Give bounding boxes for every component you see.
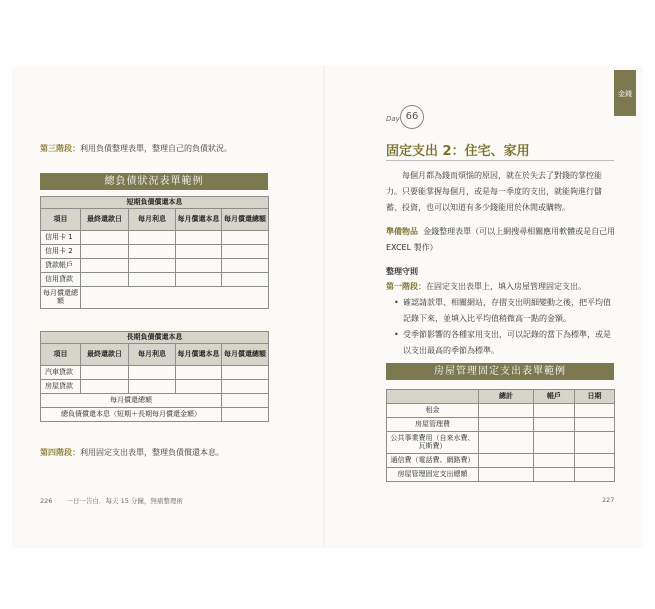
total-debt-label: 總負債償還本息（短期＋長期每月償還金額） — [41, 408, 222, 422]
col-header-item: 項目 — [41, 344, 81, 366]
table-row — [41, 394, 269, 408]
title-divider — [386, 160, 614, 161]
bullet-item — [394, 295, 616, 327]
table-row — [41, 366, 269, 380]
col-header-principal: 每月償還本息 — [176, 344, 222, 366]
row-label: 公共事業費用（自來水費、瓦斯費） — [387, 432, 479, 454]
col-header-interest: 每月利息 — [129, 209, 176, 231]
steps-heading: 整理守則 — [386, 267, 418, 276]
long-term-debt-table — [40, 331, 269, 422]
row-label: 房屋貸款 — [41, 380, 81, 394]
table-row — [387, 418, 615, 432]
bullet-text: 確認請款單、相關網站，存摺支出明細變動之後，把平均值記錄下來，並填入比平均值稍微高一點的金額。 — [403, 298, 611, 323]
prep-paragraph — [386, 224, 616, 256]
debt-table-title: 總負債狀況表單範例 — [40, 173, 268, 190]
housing-expense-table — [386, 389, 615, 482]
col-header-final-date: 最終還款日 — [81, 344, 129, 366]
row-label: 汽車貸款 — [41, 366, 81, 380]
row-label: 每月償還總額 — [41, 287, 81, 309]
bullet-dot-icon: • — [394, 298, 399, 307]
section-tab — [614, 70, 636, 116]
step1-text: 在固定支出表單上，填入房屋管理固定支出。 — [426, 282, 586, 291]
row-label: 貸款帳戶 — [41, 259, 81, 273]
short-term-section-header: 短期負債償還本息 — [41, 197, 269, 209]
right-page-number: 227 — [602, 496, 615, 504]
col-header-interest: 每月利息 — [129, 344, 176, 366]
stage4-line — [40, 447, 224, 458]
col-header-blank — [387, 390, 479, 404]
col-header-total: 總計 — [479, 390, 534, 404]
table-row — [41, 287, 269, 309]
row-label: 租金 — [387, 404, 479, 418]
total-monthly-label: 每月償還總額 — [41, 394, 222, 408]
section-tab-label: 金錢 — [618, 90, 632, 98]
row-label: 信用卡 1 — [41, 231, 81, 245]
table-row — [387, 404, 615, 418]
row-label: 房屋管理費 — [387, 418, 479, 432]
row-label: 房屋管理固定支出總額 — [387, 468, 479, 482]
housing-table-title: 房屋管理固定支出表單範例 — [386, 363, 614, 380]
bullet-text: 受季節影響的各種家用支出，可以記錄的當下為標準，或是以支出最高的季節為標準。 — [403, 330, 611, 355]
left-footer — [40, 496, 183, 505]
table-row — [387, 454, 615, 468]
col-header-principal: 每月償還本息 — [176, 209, 222, 231]
bullet-item — [394, 327, 616, 359]
table-row — [41, 408, 269, 422]
table-row — [41, 245, 269, 259]
stage3-label: 第三階段： — [40, 144, 80, 153]
row-label: 信用卡 2 — [41, 245, 81, 259]
col-header-total: 每月償還總額 — [222, 344, 269, 366]
day-number-badge: 66 — [400, 105, 424, 129]
table-row — [41, 273, 269, 287]
table-row — [387, 432, 615, 454]
book-spine — [323, 66, 325, 548]
short-term-debt-table — [40, 196, 269, 309]
chapter-title: 固定支出 2：住宅、家用 — [386, 144, 530, 159]
row-label: 信用貸款 — [41, 273, 81, 287]
col-header-date: 日期 — [575, 390, 615, 404]
intro-paragraph: 每個月都為錢而煩惱的原因，就在於失去了對錢的掌控能力。只要能掌握每個月，或是每一季度的支出，就能夠進行儲蓄、投資，也可以知道有多少錢能用於休閒或購物。 — [386, 171, 602, 212]
long-term-section-header: 長期負債償還本息 — [41, 332, 269, 344]
prep-label: 準備物品 — [386, 227, 418, 236]
stage3-line — [40, 143, 232, 154]
left-page-number: 226 — [40, 497, 53, 505]
table-row — [387, 468, 615, 482]
day-label: Day — [386, 115, 400, 123]
stage4-text: 利用固定支出表單，整理負債償還本息。 — [80, 448, 224, 457]
col-header-account: 帳戶 — [534, 390, 575, 404]
row-label: 通信費（電話費、網路費） — [387, 454, 479, 468]
table-row — [41, 259, 269, 273]
col-header-item: 項目 — [41, 209, 81, 231]
col-header-total: 每月償還總額 — [222, 209, 269, 231]
step1-label: 第一階段： — [386, 282, 426, 291]
col-header-final-date: 最終還款日 — [81, 209, 129, 231]
bullet-dot-icon: • — [394, 330, 399, 339]
stage4-label: 第四階段： — [40, 448, 80, 457]
table-row — [41, 231, 269, 245]
book-title: 一日一告白．每天 15 分鐘，無痛整理術 — [66, 497, 183, 505]
stage3-text: 利用負債整理表單，整理自己的負債狀況。 — [80, 144, 232, 153]
step1-line — [386, 279, 616, 295]
prep-text: 金錢整理表單（可以上網搜尋相關應用軟體或是自己用 EXCEL 製作） — [386, 227, 616, 252]
table-row — [41, 380, 269, 394]
